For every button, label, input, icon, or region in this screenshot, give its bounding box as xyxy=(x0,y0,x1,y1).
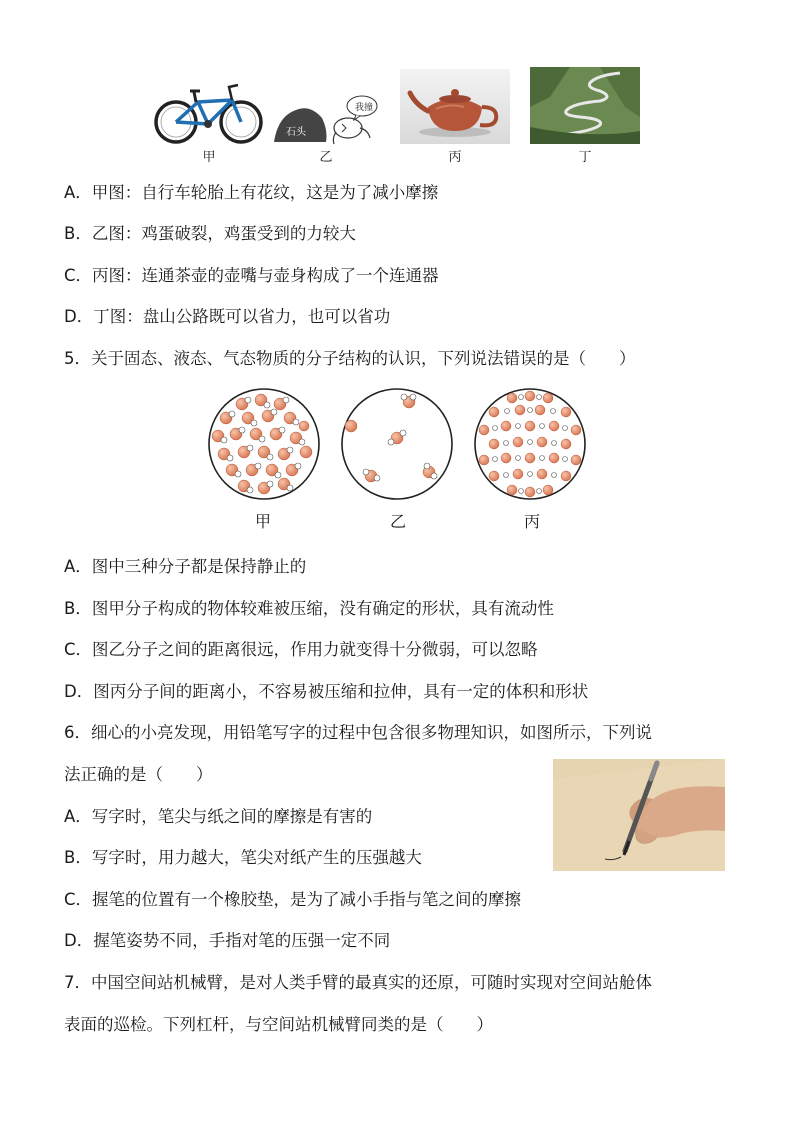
caption-bing: 丙 xyxy=(448,150,462,165)
molecule-gas-figure xyxy=(339,386,455,502)
teapot-photo xyxy=(400,69,510,144)
caption-ding: 丁 xyxy=(578,150,592,165)
q5-caption-yi: 乙 xyxy=(389,512,406,531)
stone-label: 石头 xyxy=(286,127,306,138)
q4-option-c: C．丙图：连通茶壶的壶嘴与壶身构成了一个连通器 xyxy=(64,266,439,285)
q5-stem: 5．关于固态、液态、气态物质的分子结构的认识，下列说法错误的是（ ） xyxy=(64,349,636,368)
q6-option-b: B．写字时，用力越大，笔尖对纸产生的压强越大 xyxy=(64,848,422,867)
q4-option-b: B．乙图：鸡蛋破裂，鸡蛋受到的力较大 xyxy=(64,224,356,243)
q5-option-d: D．图丙分子间的距离小，不容易被压缩和拉伸，具有一定的体积和形状 xyxy=(64,682,589,701)
q7-stem-line1: 7．中国空间站机械臂，是对人类手臂的最真实的还原，可随时实现对空间站舱体 xyxy=(64,973,652,992)
hand-writing-photo xyxy=(553,759,725,871)
q7-stem-line2: 表面的巡检。下列杠杆，与空间站机械臂同类的是（ ） xyxy=(64,1015,493,1034)
caption-jia: 甲 xyxy=(202,150,216,165)
molecule-solid-figure xyxy=(206,386,322,502)
caption-yi: 乙 xyxy=(319,150,333,165)
q4-option-d: D．丁图：盘山公路既可以省力，也可以省功 xyxy=(64,307,391,326)
q5-caption-jia: 甲 xyxy=(254,512,271,531)
stone-egg-figure xyxy=(270,88,378,150)
q5-option-a: A．图中三种分子都是保持静止的 xyxy=(64,557,307,576)
q5-option-b: B．图甲分子构成的物体较难被压缩，没有确定的形状，具有流动性 xyxy=(64,599,554,618)
q6-option-a: A．写字时，笔尖与纸之间的摩擦是有害的 xyxy=(64,807,373,826)
q6-option-c: C．握笔的位置有一个橡胶垫，是为了减小手指与笔之间的摩擦 xyxy=(64,890,522,909)
q6-stem-line1: 6．细心的小亮发现，用铅笔写字的过程中包含很多物理知识，如图所示，下列说 xyxy=(64,723,652,742)
bicycle-figure xyxy=(152,78,266,146)
q6-option-d: D．握笔姿势不同，手指对笔的压强一定不同 xyxy=(64,931,391,950)
egg-speech: 我撞 xyxy=(355,103,374,113)
q4-option-a: A．甲图：自行车轮胎上有花纹，这是为了减小摩擦 xyxy=(64,183,439,202)
molecule-crystal-figure xyxy=(472,386,588,502)
q5-option-c: C．图乙分子之间的距离很远，作用力就变得十分微弱，可以忽略 xyxy=(64,640,538,659)
mountain-road-photo xyxy=(530,67,640,144)
q5-caption-bing: 丙 xyxy=(523,512,540,531)
q6-stem-line2: 法正确的是（ ） xyxy=(64,765,213,784)
